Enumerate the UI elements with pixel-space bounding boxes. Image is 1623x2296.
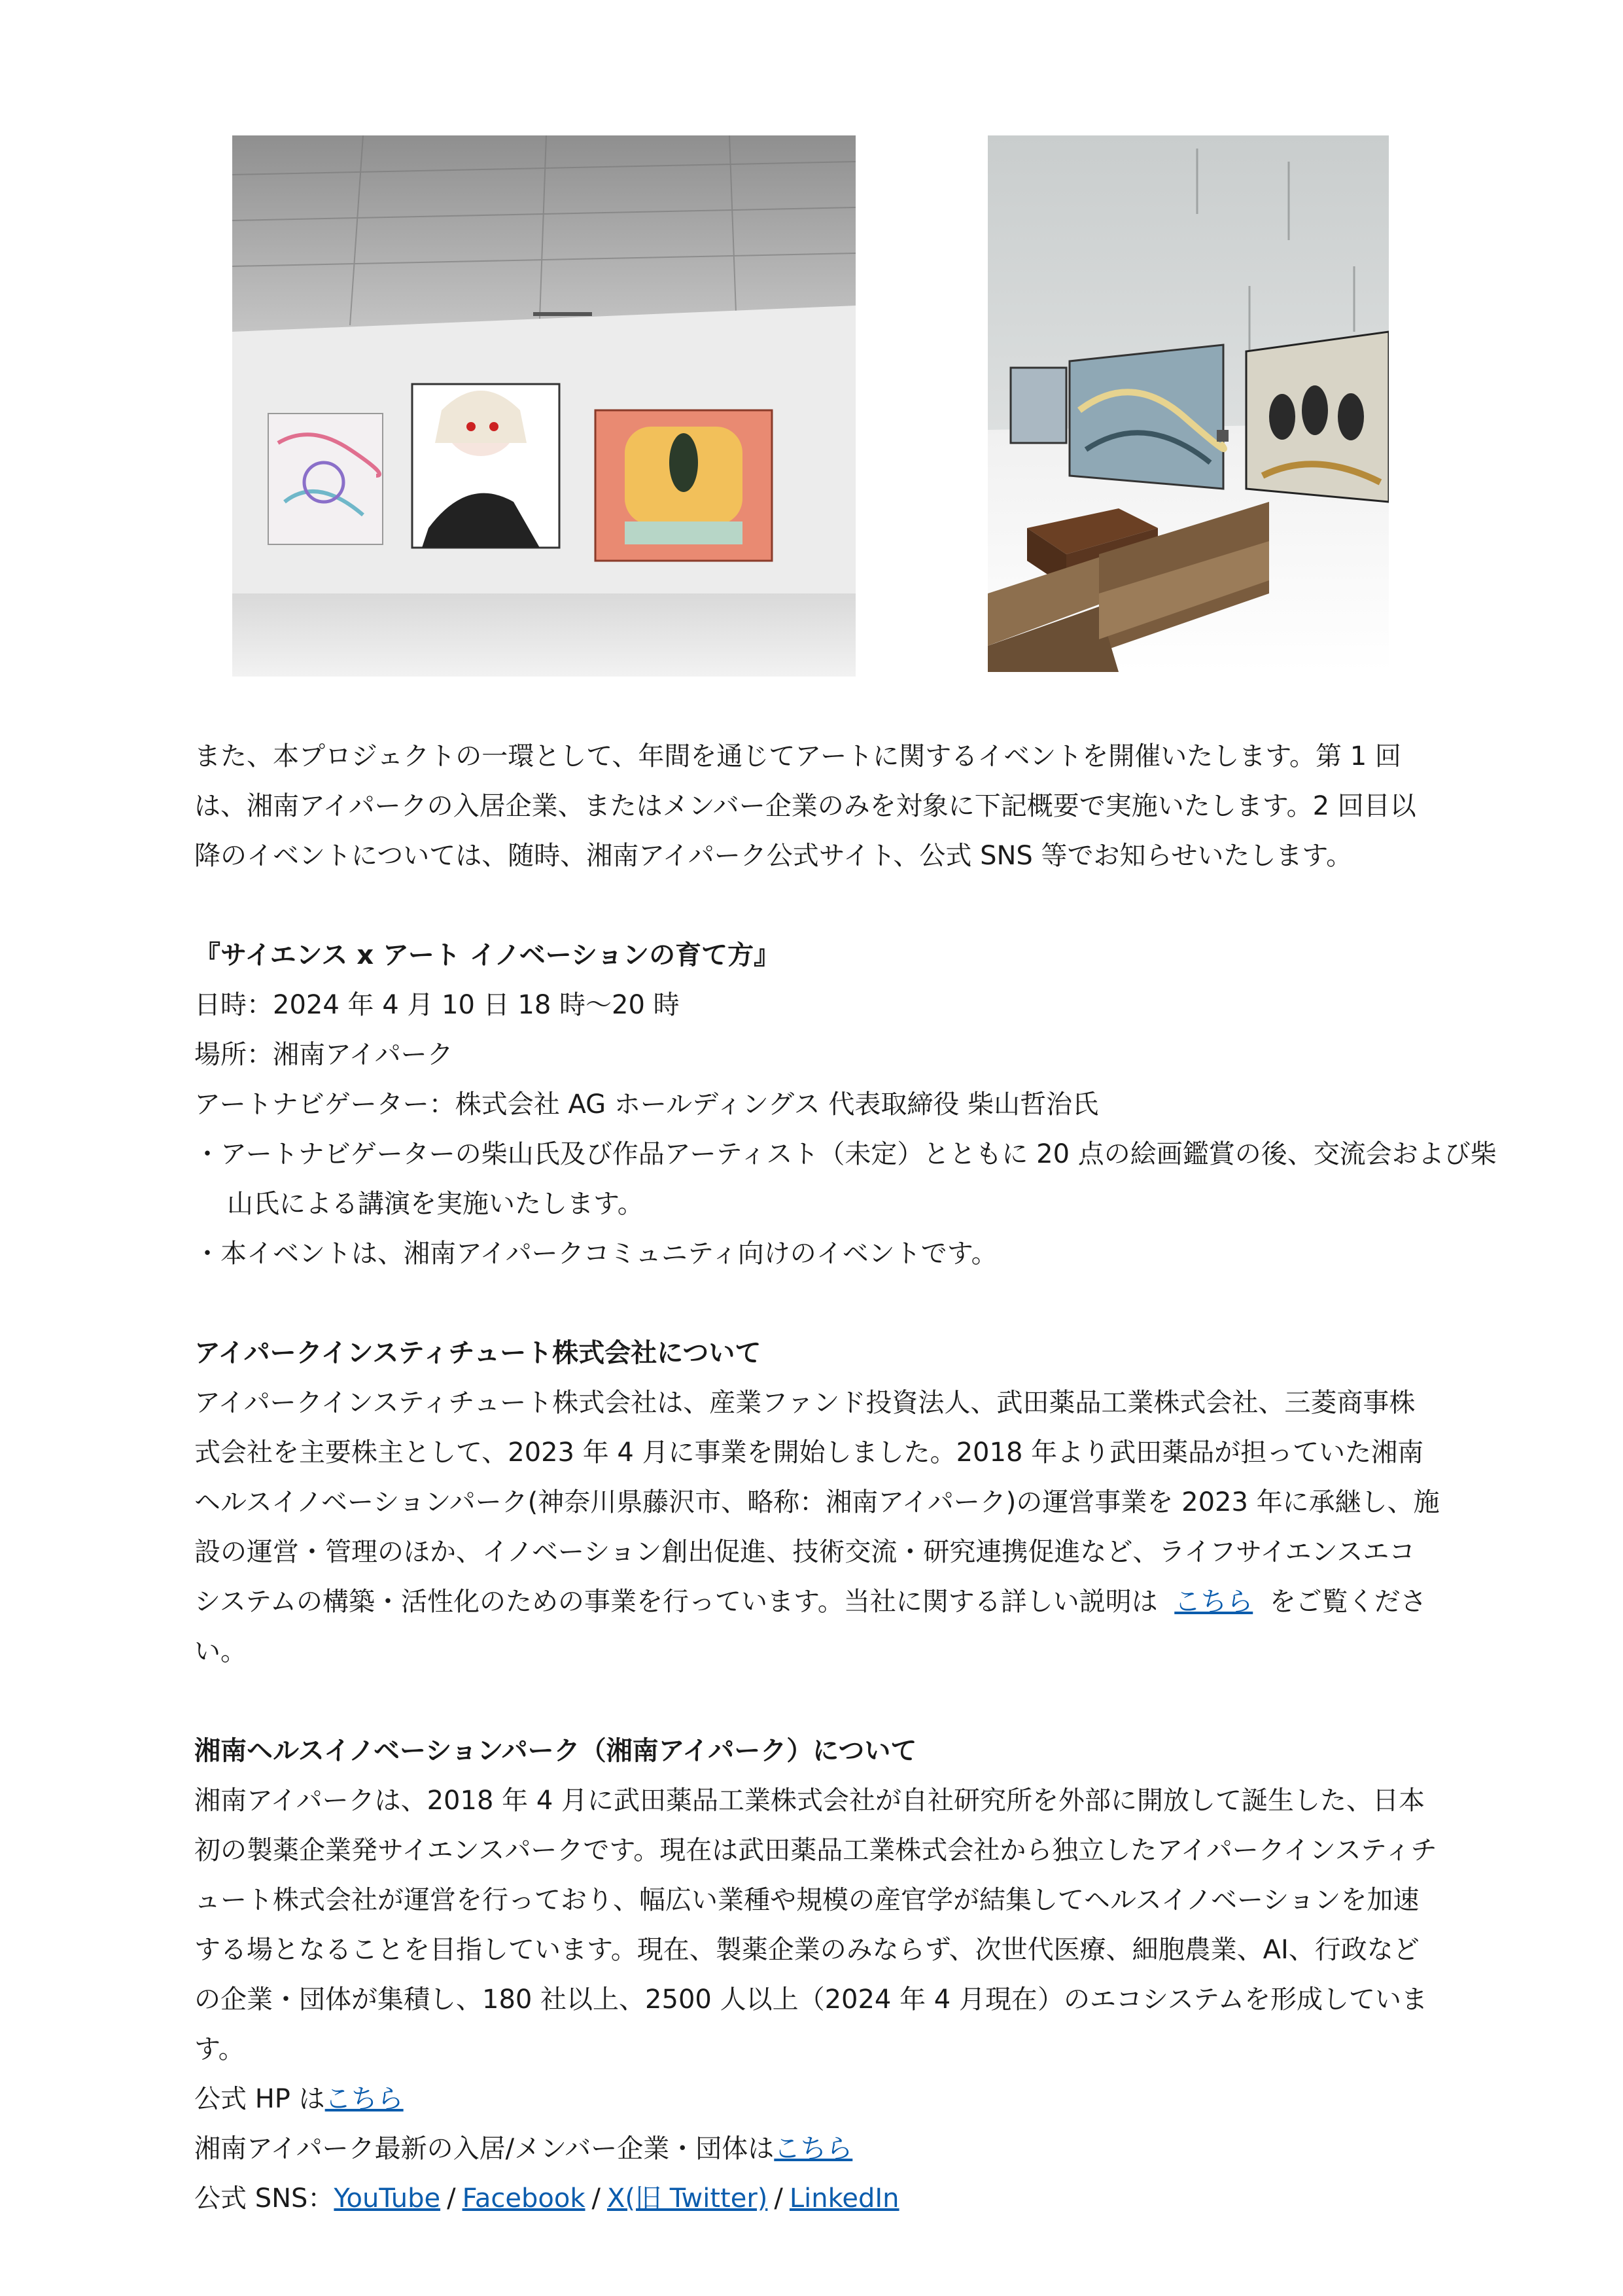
sns-separator: / <box>591 2183 601 2214</box>
gallery-photo-left <box>232 135 856 677</box>
institute-body: アイパークインスティチュート株式会社は、産業ファンド投資法人、武田薬品工業株式会社、三菱商事株式会社を主要株主として、2023 年 4 月に事業を開始しました。2018 年より武田薬品が担っていた湘南ヘルスイノベーションパーク(神奈川県藤沢市、略称：湘南アイパーク)の運営事業を 2023 年に承継し、施設の運営・管理のほか、イノベーション創出促進、技術交流・研究連携促進など、ライフサイエンスエコシステムの構築・活性化のための事業を行っています。当社に関する詳しい説明は <box>194 1388 1440 1617</box>
sns-separator: / <box>774 2183 783 2214</box>
event-place: 場所：湘南アイパーク <box>194 1040 453 1070</box>
gallery-photo-icon <box>232 135 856 677</box>
event-navigator: アートナビゲーター：株式会社 AG ホールディングス 代表取締役 柴山哲治氏 <box>194 1089 1099 1120</box>
sns-line <box>194 2174 1440 2223</box>
institute-details-link[interactable]: こちら <box>1174 1587 1253 1617</box>
institute-paragraph <box>194 1378 1440 1676</box>
event-bullet-2: ・本イベントは、湘南アイパークコミュニティ向けのイベントです。 <box>194 1239 998 1269</box>
institute-heading: アイパークインスティチュート株式会社について <box>194 1338 761 1368</box>
sns-label: 公式 SNS： <box>194 2183 334 2214</box>
facebook-link[interactable]: Facebook <box>462 2183 585 2214</box>
event-bullet-1-continued: 山氏による講演を実施いたします。 <box>227 1189 644 1219</box>
institute-body-end: をご覧ください。 <box>194 1587 1427 1667</box>
document-body <box>194 732 1497 2223</box>
intro-paragraph: また、本プロジェクトの一環として、年間を通じてアートに関するイベントを開催いたします。第 1 回は、湘南アイパークの入居企業、またはメンバー企業のみを対象に下記概要で実施いたします。2 回目以降のイベントについては、随時、湘南アイパーク公式サイト、公式 SNS 等でお知らせいたします。 <box>194 741 1416 871</box>
event-datetime: 日時：2024 年 4 月 10 日 18 時～20 時 <box>194 990 680 1020</box>
x-twitter-link[interactable]: X(旧 Twitter) <box>607 2183 768 2214</box>
gallery-photo-right <box>988 135 1389 672</box>
official-hp-line <box>194 2074 1440 2124</box>
official-hp-link[interactable]: こちら <box>324 2084 404 2114</box>
members-label: 湘南アイパーク最新の入居/メンバー企業・団体は <box>194 2134 775 2164</box>
event-bullet-1: ・アートナビゲーターの柴山氏及び作品アーティスト（未定）とともに 20 点の絵画鑑賞の後、交流会および柴 <box>194 1139 1497 1169</box>
park-heading: 湘南ヘルスイノベーションパーク（湘南アイパーク）について <box>194 1736 917 1766</box>
linkedin-link[interactable]: LinkedIn <box>789 2183 899 2214</box>
youtube-link[interactable]: YouTube <box>334 2183 441 2214</box>
members-link[interactable]: こちら <box>774 2134 853 2164</box>
members-line <box>194 2124 1440 2174</box>
sns-separator: / <box>447 2183 456 2214</box>
park-paragraph: 湘南アイパークは、2018 年 4 月に武田薬品工業株式会社が自社研究所を外部に開放して誕生した、日本初の製薬企業発サイエンスパークです。現在は武田薬品工業株式会社から独立したアイパークインスティチュート株式会社が運営を行っており、幅広い業種や規模の産官学が結集してヘルスイノベーションを加速する場となることを目指しています。現在、製薬企業のみならず、次世代医療、細胞農業、AI、行政などの企業・団体が集積し、180 社以上、2500 人以上（2024 年 4 月現在）のエコシステムを形成しています。 <box>194 1786 1437 2064</box>
gallery-photo-icon <box>988 135 1389 672</box>
official-hp-label: 公式 HP は <box>194 2084 325 2114</box>
event-title: 『サイエンス x アート イノベーションの育て方』 <box>194 940 780 970</box>
